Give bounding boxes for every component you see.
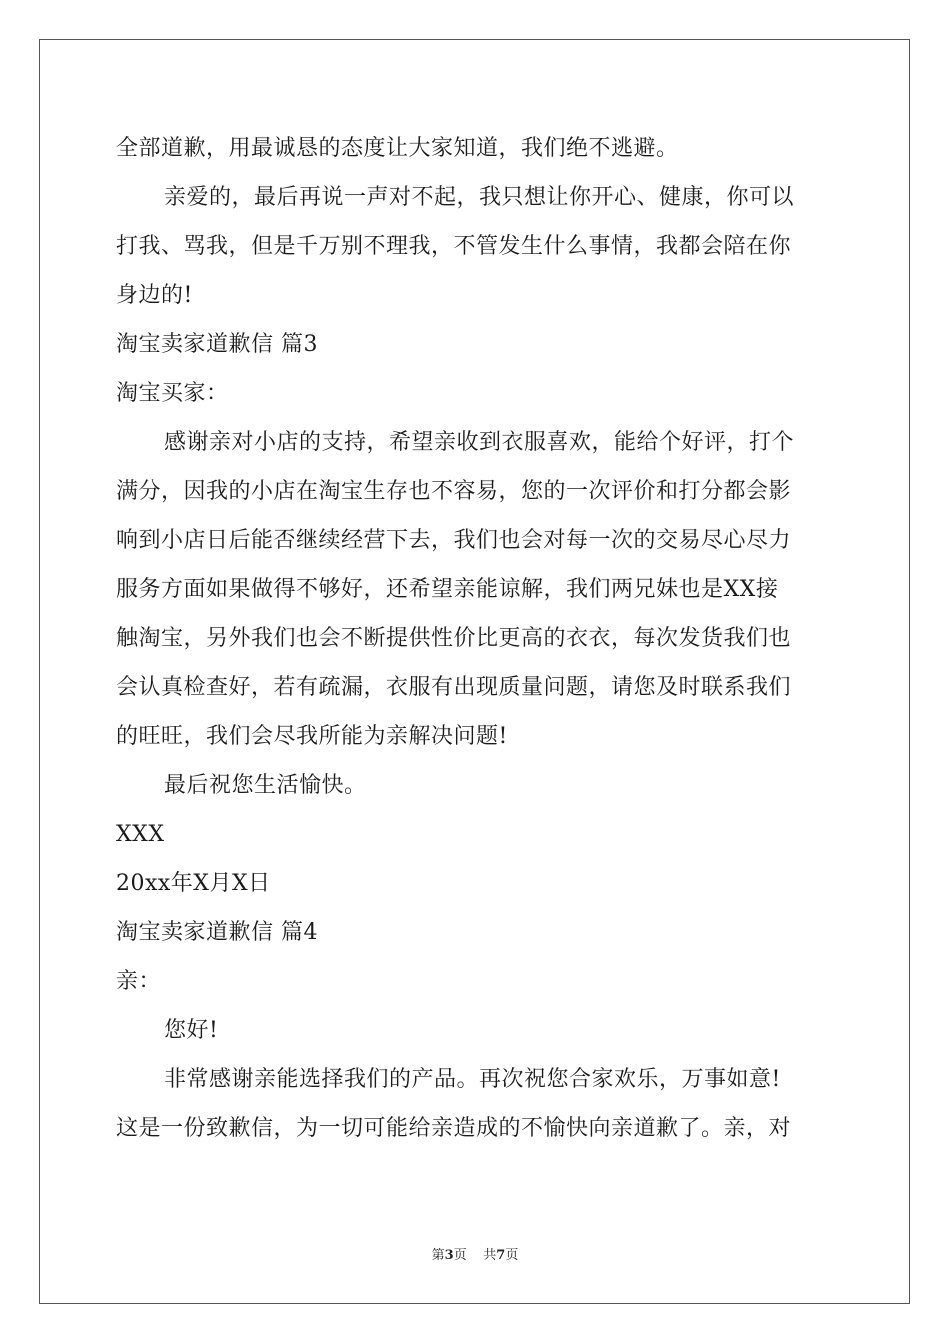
text-line: 亲爱的，最后再说一声对不起，我只想让你开心、健康，你可以: [164, 185, 795, 210]
text-line: 打我、骂我，但是千万别不理我，不管发生什么事情，我都会陪在你: [116, 234, 792, 259]
document-body: [116, 124, 836, 1153]
text-line: 会认真检查好，若有疏漏，衣服有出现质量问题，请您及时联系我们: [116, 675, 792, 700]
section-heading: 淘宝卖家道歉信 篇4: [116, 920, 318, 945]
closing-line: 最后祝您生活愉快。: [164, 773, 367, 798]
date-line: 20xx年X月X日: [116, 871, 271, 896]
section-heading: 淘宝卖家道歉信 篇3: [116, 332, 318, 357]
total-pages-number: 7: [496, 1248, 506, 1263]
current-page-number: 3: [444, 1248, 454, 1263]
salutation: 淘宝买家：: [116, 381, 229, 406]
salutation: 亲：: [116, 969, 162, 994]
signature: XXX: [116, 822, 165, 847]
text-line: 这是一份致歉信，为一切可能给亲造成的不愉快向亲道歉了。亲，对: [116, 1116, 792, 1141]
text-line: 全部道歉，用最诚恳的态度让大家知道，我们绝不逃避。: [116, 136, 679, 161]
page-footer: [0, 1247, 950, 1265]
text-line: 响到小店日后能否继续经营下去，我们也会对每一次的交易尽心尽力: [116, 528, 792, 553]
total-suffix: 页: [505, 1248, 519, 1263]
page-suffix: 页: [453, 1248, 467, 1263]
text-line: 满分，因我的小店在淘宝生存也不容易，您的一次评价和打分都会影: [116, 479, 792, 504]
text-line: 的旺旺，我们会尽我所能为亲解决问题!: [116, 724, 508, 749]
text-line: 服务方面如果做得不够好，还希望亲能谅解，我们两兄妹也是XX接: [116, 577, 779, 602]
text-line: 身边的!: [116, 283, 193, 308]
text-line: 非常感谢亲能选择我们的产品。再次祝您合家欢乐，万事如意!: [164, 1067, 781, 1092]
text-line: 触淘宝，另外我们也会不断提供性价比更高的衣衣，每次发货我们也: [116, 626, 792, 651]
total-prefix: 共: [483, 1248, 497, 1263]
page-prefix: 第: [431, 1248, 445, 1263]
text-line: 感谢亲对小店的支持，希望亲收到衣服喜欢，能给个好评，打个: [164, 430, 795, 455]
greeting-line: 您好!: [164, 1018, 219, 1043]
